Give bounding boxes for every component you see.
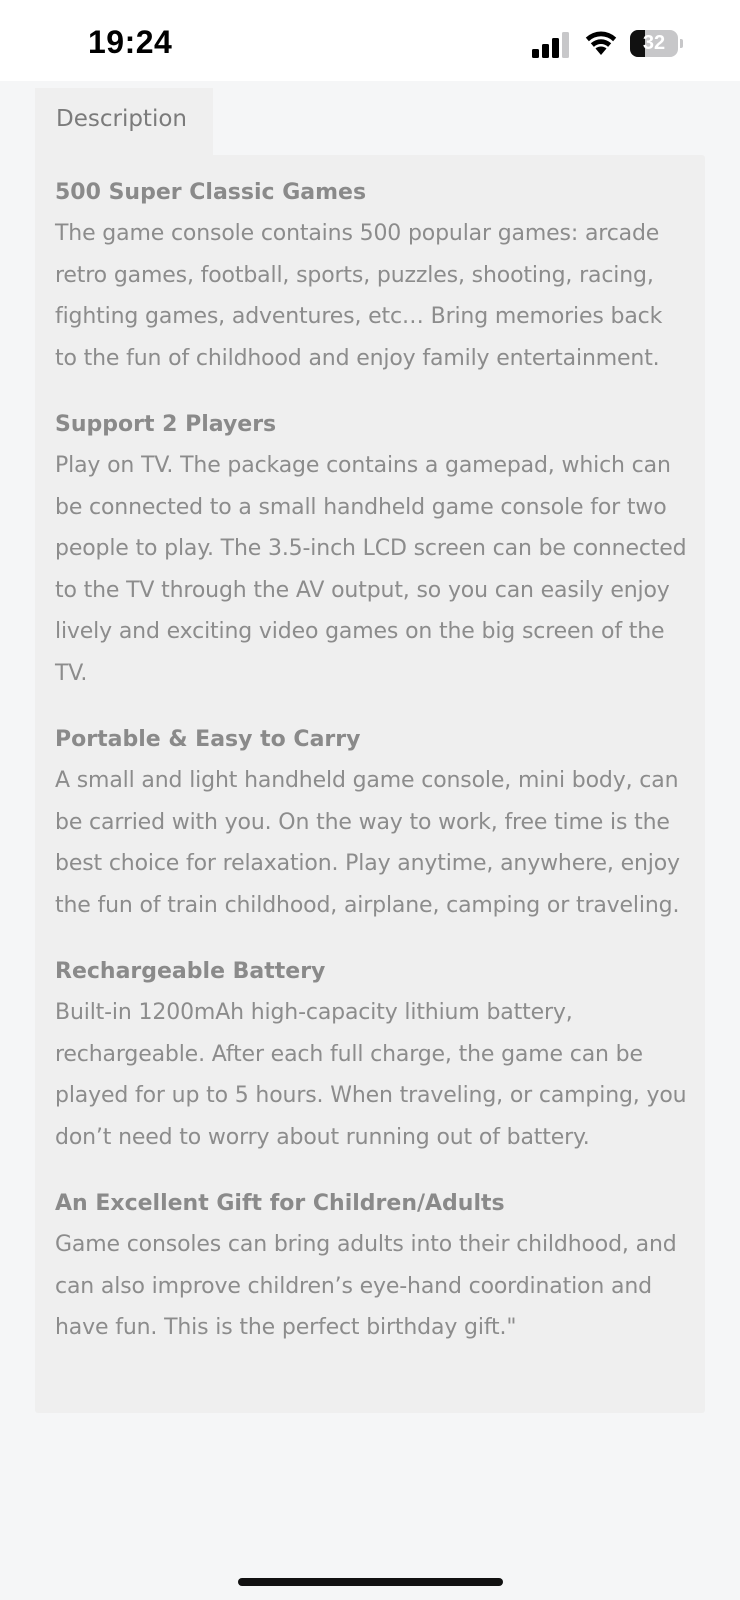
section-body: Built-in 1200mAh high-capacity lithium battery, rechargeable. After each full charge, the game can be played for up to 5 hours. When traveling, or camping, you don’t need to worry about running out of battery. <box>55 1000 687 1150</box>
wifi-icon <box>582 28 620 56</box>
battery-cap <box>680 39 683 48</box>
section-title: Rechargeable Battery <box>55 959 326 984</box>
section-body: A small and light handheld game console, mini body, can be carried with you. On the way to work, free time is the best choice for relaxation. Play anytime, anywhere, enjoy the fun of train childhood, airplane, camping or traveling. <box>55 768 680 918</box>
description-section <box>55 405 690 694</box>
section-title: Support 2 Players <box>55 412 277 437</box>
home-indicator[interactable] <box>238 1578 503 1586</box>
status-time: 19:24 <box>88 24 173 60</box>
tab-description-label: Description <box>56 106 187 132</box>
battery-level: 32 <box>642 32 666 54</box>
description-section <box>55 720 690 926</box>
tab-description[interactable] <box>35 88 213 156</box>
section-body: Game consoles can bring adults into their childhood, and can also improve children’s eye-hand coordination and have fun. This is the perfect birthday gift." <box>55 1232 677 1340</box>
section-title: 500 Super Classic Games <box>55 180 367 205</box>
status-bar <box>0 0 740 81</box>
section-body: Play on TV. The package contains a gamepad, which can be connected to a small handheld game console for two people to play. The 3.5-inch LCD screen can be connected to the TV through the AV output, so you can easily enjoy lively and exciting video games on the big screen of the TV. <box>55 453 687 686</box>
section-title: Portable & Easy to Carry <box>55 727 361 752</box>
description-panel <box>35 155 705 1413</box>
description-section <box>55 173 690 379</box>
description-content <box>55 173 690 1375</box>
description-section <box>55 952 690 1158</box>
battery-icon <box>630 30 682 57</box>
section-body: The game console contains 500 popular games: arcade retro games, football, sports, puzzles, shooting, racing, fighting games, adventures, etc… Bring memories back to the fun of childhood and enjoy family entertainment. <box>55 221 663 371</box>
cellular-signal-icon <box>532 32 572 58</box>
description-section <box>55 1184 690 1349</box>
battery-body <box>630 30 678 57</box>
section-title: An Excellent Gift for Children/Adults <box>55 1191 505 1216</box>
